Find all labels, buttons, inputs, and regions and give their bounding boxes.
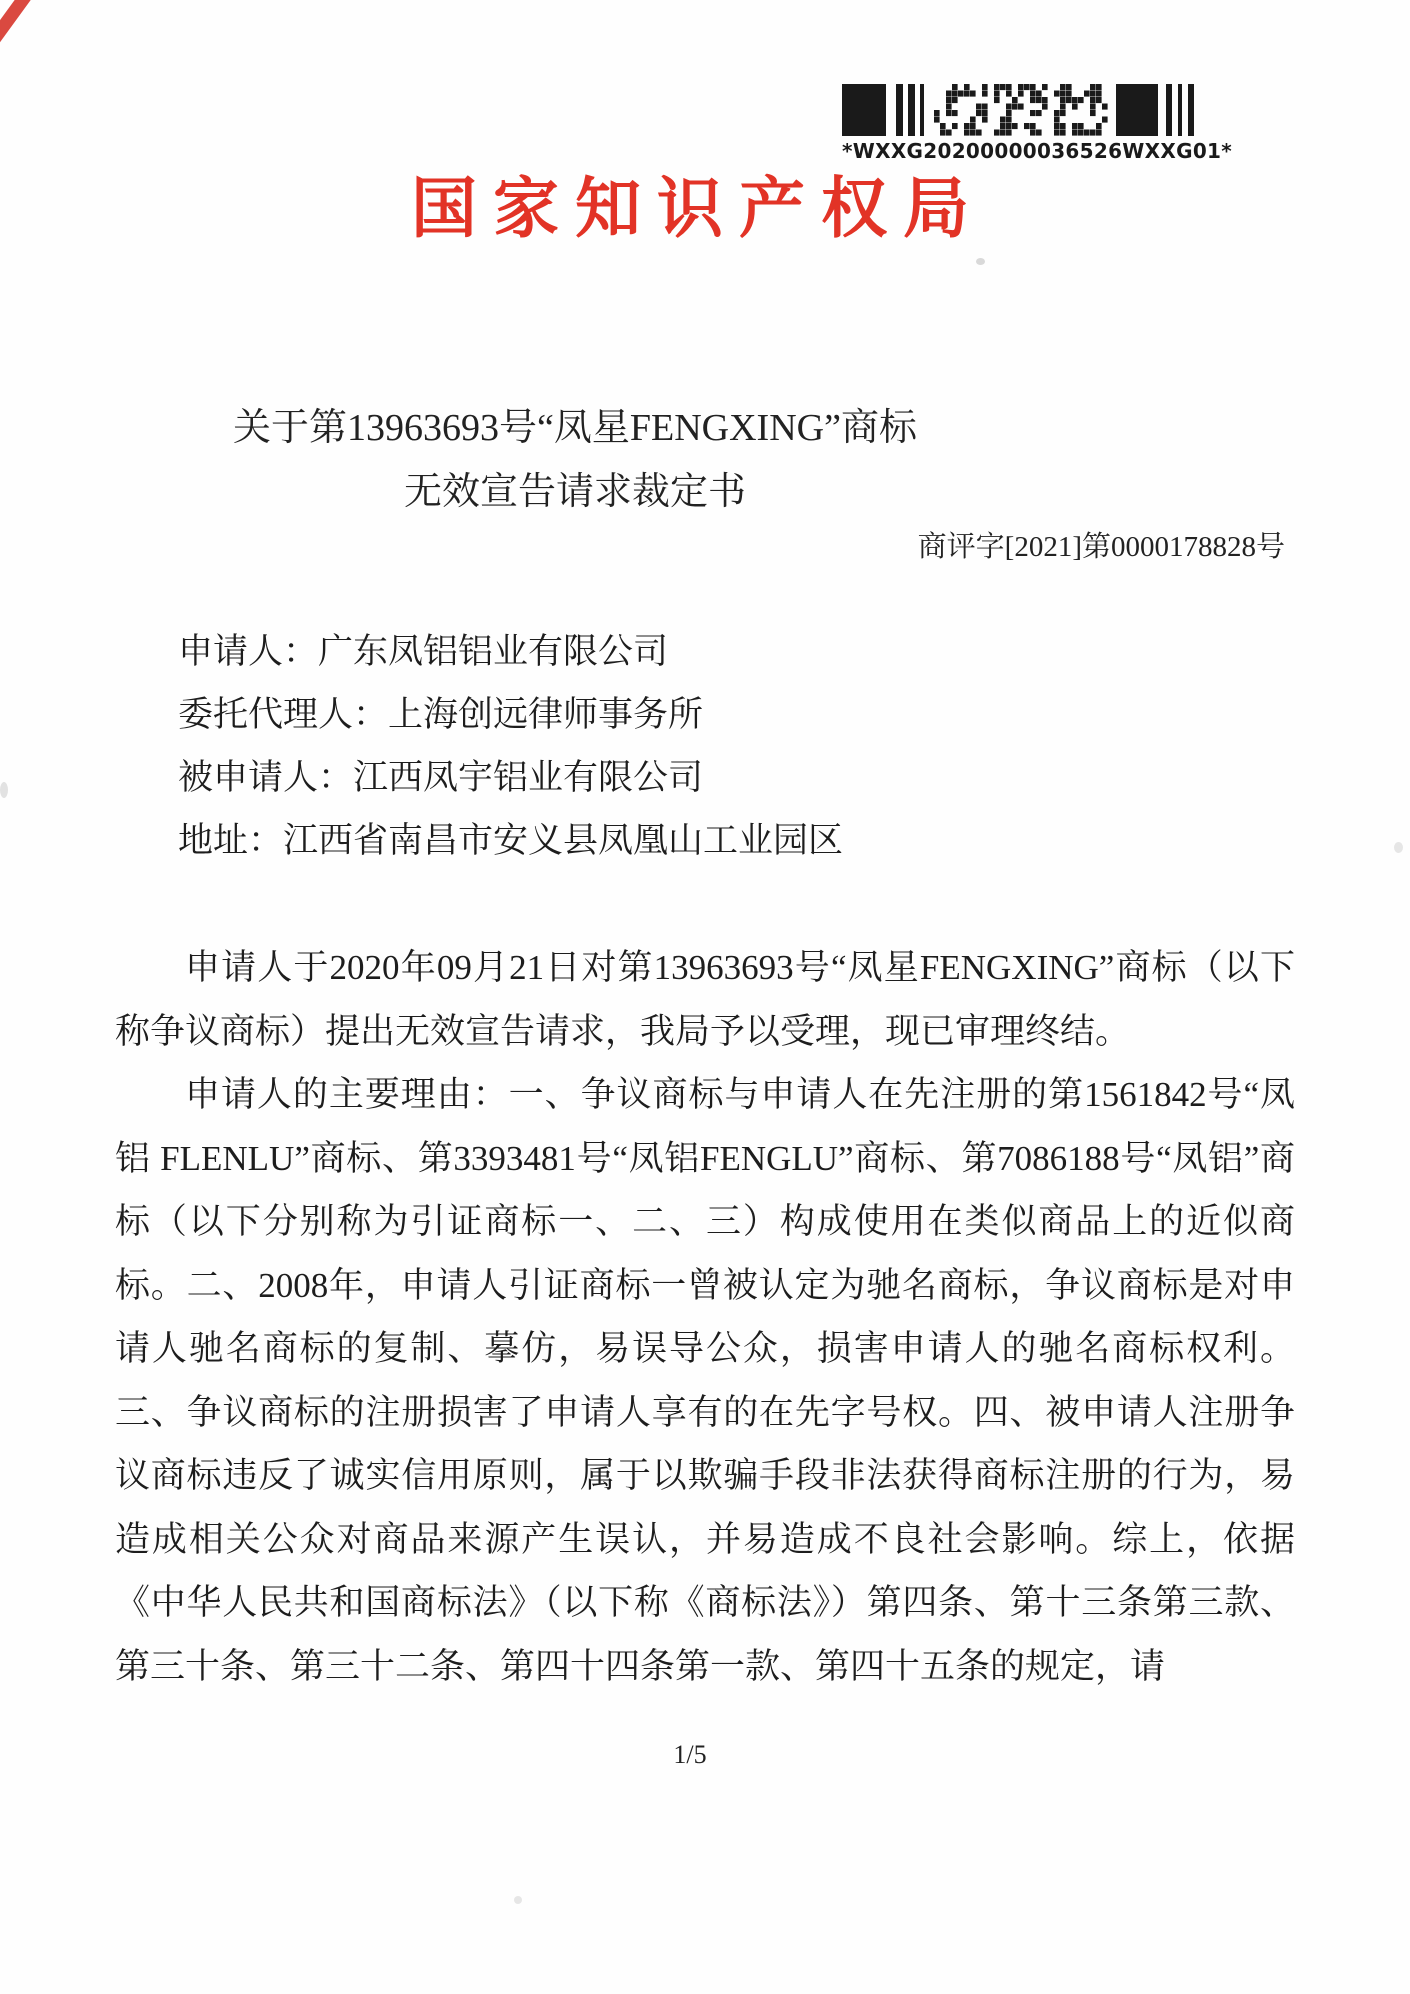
document-title-line1: 关于第13963693号“凤星FENGXING”商标 — [233, 407, 917, 449]
body-paragraph: 申请人的主要理由：一、争议商标与申请人在先注册的第1561842号“凤铝 FLENLU”商标、第3393481号“凤铝FENGLU”商标、第7086188号“凤铝”商标（以下分别称为引证商标一、二、三）构成使用在类似商品上的近似商标。二、2008年，申请人引证商标一曾被认定为驰名商标，争议商标是对申请人驰名商标的复制、摹仿，易误导公众，损害申请人的驰名商标权利。三、争议商标的注册损害了申请人享有的在先字号权。四、被申请人注册争议商标违反了诚实信用原则，属于以欺骗手段非法获得商标注册的行为，易造成相关公众对商品来源产生误认，并易造成不良社会影响。综上，依据《中华人民共和国商标法》（以下称《商标法》）第四条、第十三条第三款、第三十条、第三十二条、第四十四条第一款、第四十五条的规定，请 — [115, 1075, 1295, 1686]
body-paragraph: 申请人于2020年09月21日对第13963693号“凤星FENGXING”商标（以下称争议商标）提出无效宣告请求，我局予以受理，现已审理终结。 — [115, 948, 1295, 1051]
party-list — [178, 620, 843, 872]
document-barcode — [842, 84, 1233, 163]
party-line-applicant: 申请人：广东凤铝铝业有限公司 — [178, 632, 669, 671]
party-line-address: 地址：江西省南昌市安义县凤凰山工业园区 — [178, 821, 844, 860]
barcode-image — [842, 84, 1194, 136]
scan-artifact-speck — [1394, 842, 1403, 853]
agency-title: 国家知识产权局 — [411, 171, 985, 245]
scan-artifact-speck — [976, 258, 985, 265]
party-line-respondent: 被申请人：江西凤宇铝业有限公司 — [178, 758, 704, 797]
barcode-text: *WXXG20200000036526WXXG01* — [842, 139, 1233, 163]
document-body — [115, 936, 1295, 1698]
scan-artifact-corner-slash — [0, 0, 39, 47]
scan-artifact-speck — [514, 1896, 522, 1904]
party-line-agent: 委托代理人：上海创远律师事务所 — [178, 695, 704, 734]
document-title — [115, 396, 1035, 524]
reference-number: 商评字[2021]第0000178828号 — [917, 531, 1285, 563]
scan-artifact-speck — [0, 782, 8, 798]
document-title-line2: 无效宣告请求裁定书 — [403, 471, 746, 513]
page-number: 1/5 — [673, 1740, 707, 1769]
